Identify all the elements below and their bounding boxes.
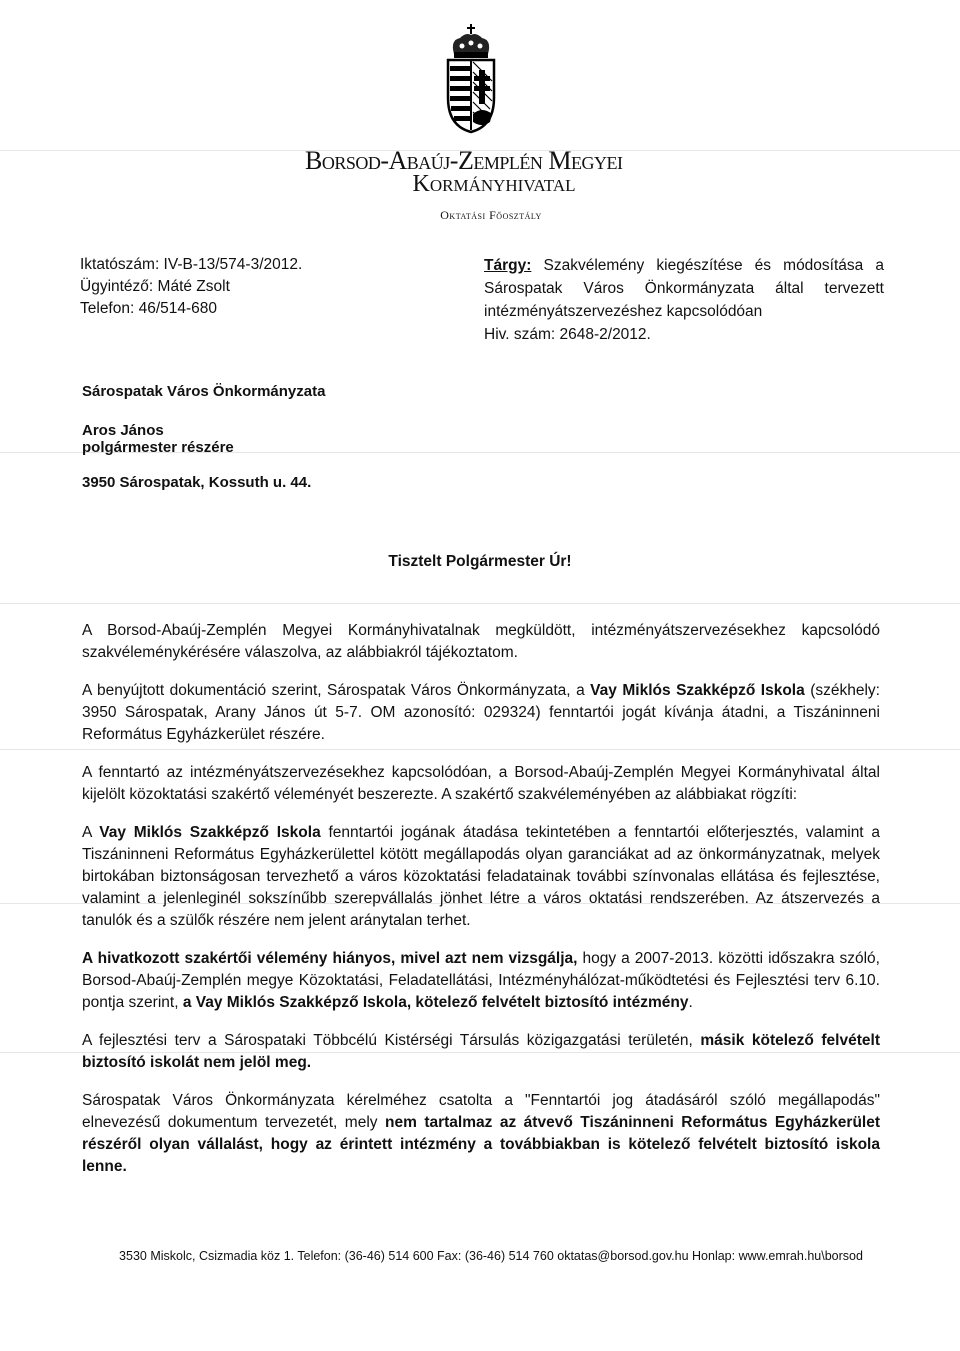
recipient-block (82, 383, 325, 491)
recipient-role: polgármester részére (82, 439, 234, 456)
department-name: Oktatási Főosztály (440, 208, 542, 222)
footer-contact: 3530 Miskolc, Csizmadia köz 1. Telefon: (36-46) 514 600 Fax: (36-46) 514 760 oktatas@borsod.gov.hu Honlap: www.emrah.hu\borsod (119, 1249, 863, 1263)
case-handler: Ügyintéző: Máté Zsolt (80, 278, 230, 295)
recipient-org: Sárospatak Város Önkormányzata (82, 383, 326, 400)
subject-label: Tárgy: (484, 257, 532, 274)
phone-number: Telefon: 46/514-680 (80, 300, 218, 317)
reference-hiv: Hiv. szám: 2648-2/2012. (484, 326, 651, 343)
org-name-line2: Kormányhivatal (412, 171, 576, 197)
paragraph: Sárospatak Város Önkormányzata kérelméhez csatolta a "Fenntartói jog átadásáról szóló megállapodás" elnevezésű dokumentum tervezetét, mely nem tartalmaz az átvevő Tiszáninneni Református Egyházkerület részéről olyan vállalást, hogy az érintett intézmény a továbbiakban is kötelező felvételt biztosító iskola lenne. (82, 1092, 880, 1175)
salutation: Tisztelt Polgármester Úr! (388, 553, 572, 570)
coat-of-arms-icon (440, 22, 502, 134)
scan-line (0, 603, 960, 604)
recipient-name: Aros János (82, 422, 164, 439)
paragraph: A fenntartó az intézményátszervezésekhez kapcsolódóan, a Borsod-Abaúj-Zemplén Megyei Kormányhivatal által kijelölt közoktatási szakértő véleményét beszerezte. A szakértő szakvéleményében az alábbiakat rögzíti: (82, 764, 880, 803)
recipient-address: 3950 Sárospatak, Kossuth u. 44. (82, 474, 312, 491)
reference-block (80, 254, 302, 320)
paragraph: A Vay Miklós Szakképző Iskola fenntartói jogának átadása tekintetében a fenntartói előterjesztés, valamint a Tiszáninneni Református Egyházkerülettel kötött megállapodás olyan garanciákat ad az önkormányzatnak, melyek birtokában biztonságosan tervezhető a város közoktatási feladatainak további színvonalas ellátása és fejlesztése, valamint a jelenleginél sokszínűbb szerepvállalás jönhet létre a város oktatási rendszerében. Az átszervezés a tanulók és a szülők részére nem jelent aránytalan terhet. (82, 824, 880, 929)
paragraph: A benyújtott dokumentáció szerint, Sárospatak Város Önkormányzata, a Vay Miklós Szakképző Iskola (székhely: 3950 Sárospatak, Arany János út 5-7. OM azonosító: 029324) fenntartói jogát kívánja átadni, a Tiszáninneni Református Egyházkerület részére. (82, 682, 880, 743)
reference-number: Iktatószám: IV-B-13/574-3/2012. (80, 256, 303, 273)
subject-block (484, 254, 884, 346)
org-name-line1: Borsod-Abaúj-Zemplén Megyei (305, 146, 623, 175)
letter-body (82, 620, 880, 1194)
paragraph: A hivatkozott szakértői vélemény hiányos, mivel azt nem vizsgálja, hogy a 2007-2013. közötti időszakra szóló, Borsod-Abaúj-Zemplén megye Közoktatási, Feladatellátási, Intézményhálózat-működtetési és Fejlesztési terv 6.10. pontja szerint, a Vay Miklós Szakképző Iskola, kötelező felvételt biztosító intézmény. (82, 950, 880, 1011)
paragraph: A Borsod-Abaúj-Zemplén Megyei Kormányhivatalnak megküldött, intézményátszervezésekhez kapcsolódó szakvéleménykérésére válaszolva, az alábbiakról tájékoztatom. (82, 622, 880, 661)
paragraph: A fejlesztési terv a Sárospataki Többcélú Kistérségi Társulás közigazgatási területén, másik kötelező felvételt biztosító iskolát nem jelöl meg. (82, 1032, 880, 1071)
subject-text: Szakvélemény kiegészítése és módosítása a Sárospatak Város Önkormányzata által tervezett intézményátszervezéshez kapcsolódóan (484, 257, 885, 320)
